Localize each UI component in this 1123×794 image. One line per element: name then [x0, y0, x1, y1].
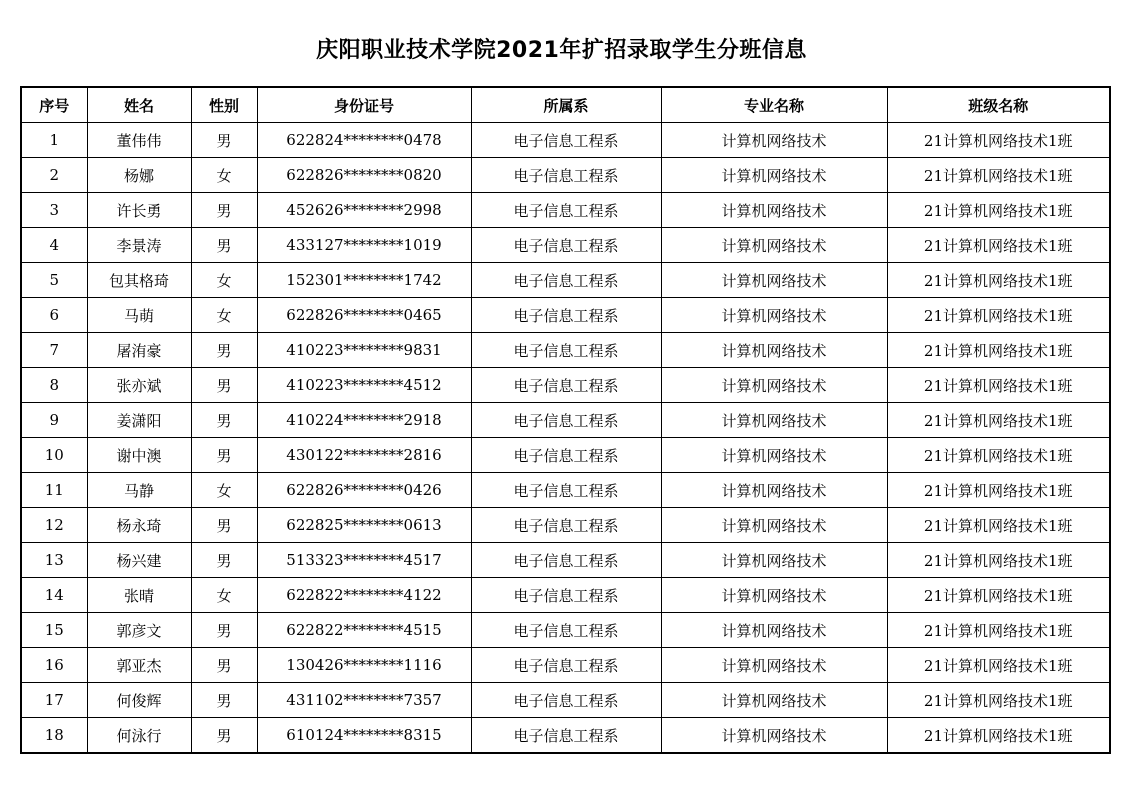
table-row	[21, 263, 1110, 298]
cell-index: 7	[21, 333, 87, 368]
cell-department: 电子信息工程系	[471, 123, 661, 158]
header-department: 所属系	[471, 87, 661, 123]
table-row	[21, 298, 1110, 333]
cell-department: 电子信息工程系	[471, 368, 661, 403]
cell-major: 计算机网络技术	[661, 333, 887, 368]
cell-major: 计算机网络技术	[661, 263, 887, 298]
cell-index: 13	[21, 543, 87, 578]
cell-class: 21计算机网络技术1班	[887, 403, 1110, 438]
cell-major: 计算机网络技术	[661, 403, 887, 438]
cell-gender: 女	[191, 298, 257, 333]
cell-department: 电子信息工程系	[471, 648, 661, 683]
cell-gender: 女	[191, 473, 257, 508]
cell-id-number: 622822********4122	[257, 578, 471, 613]
header-class: 班级名称	[887, 87, 1110, 123]
cell-department: 电子信息工程系	[471, 578, 661, 613]
table-row	[21, 193, 1110, 228]
cell-gender: 男	[191, 648, 257, 683]
cell-department: 电子信息工程系	[471, 158, 661, 193]
cell-id-number: 430122********2816	[257, 438, 471, 473]
table-row	[21, 123, 1110, 158]
table-body	[21, 123, 1110, 754]
header-id-number: 身份证号	[257, 87, 471, 123]
cell-id-number: 152301********1742	[257, 263, 471, 298]
cell-major: 计算机网络技术	[661, 508, 887, 543]
cell-index: 16	[21, 648, 87, 683]
cell-name: 杨永琦	[87, 508, 191, 543]
cell-class: 21计算机网络技术1班	[887, 508, 1110, 543]
table-row	[21, 368, 1110, 403]
cell-id-number: 410223********9831	[257, 333, 471, 368]
table-row	[21, 683, 1110, 718]
cell-department: 电子信息工程系	[471, 228, 661, 263]
table-row	[21, 718, 1110, 754]
cell-department: 电子信息工程系	[471, 263, 661, 298]
cell-id-number: 622824********0478	[257, 123, 471, 158]
cell-index: 17	[21, 683, 87, 718]
cell-major: 计算机网络技术	[661, 543, 887, 578]
cell-gender: 男	[191, 123, 257, 158]
cell-name: 杨娜	[87, 158, 191, 193]
student-class-table	[20, 86, 1111, 754]
cell-gender: 男	[191, 228, 257, 263]
cell-gender: 男	[191, 683, 257, 718]
table-row	[21, 613, 1110, 648]
cell-class: 21计算机网络技术1班	[887, 193, 1110, 228]
cell-gender: 女	[191, 263, 257, 298]
cell-class: 21计算机网络技术1班	[887, 438, 1110, 473]
cell-index: 11	[21, 473, 87, 508]
cell-major: 计算机网络技术	[661, 648, 887, 683]
cell-class: 21计算机网络技术1班	[887, 228, 1110, 263]
cell-major: 计算机网络技术	[661, 613, 887, 648]
cell-class: 21计算机网络技术1班	[887, 613, 1110, 648]
cell-class: 21计算机网络技术1班	[887, 298, 1110, 333]
cell-class: 21计算机网络技术1班	[887, 543, 1110, 578]
cell-name: 谢中澳	[87, 438, 191, 473]
cell-index: 14	[21, 578, 87, 613]
cell-department: 电子信息工程系	[471, 193, 661, 228]
cell-id-number: 622826********0820	[257, 158, 471, 193]
header-major: 专业名称	[661, 87, 887, 123]
table-row	[21, 648, 1110, 683]
table-row	[21, 333, 1110, 368]
cell-index: 12	[21, 508, 87, 543]
cell-department: 电子信息工程系	[471, 333, 661, 368]
cell-class: 21计算机网络技术1班	[887, 158, 1110, 193]
table-row	[21, 228, 1110, 263]
cell-id-number: 513323********4517	[257, 543, 471, 578]
cell-department: 电子信息工程系	[471, 613, 661, 648]
table-row	[21, 543, 1110, 578]
cell-gender: 女	[191, 578, 257, 613]
cell-id-number: 622825********0613	[257, 508, 471, 543]
cell-index: 4	[21, 228, 87, 263]
cell-name: 包其格琦	[87, 263, 191, 298]
cell-id-number: 622826********0426	[257, 473, 471, 508]
cell-gender: 男	[191, 368, 257, 403]
cell-class: 21计算机网络技术1班	[887, 683, 1110, 718]
cell-gender: 男	[191, 403, 257, 438]
cell-id-number: 622826********0465	[257, 298, 471, 333]
header-index: 序号	[21, 87, 87, 123]
cell-gender: 男	[191, 543, 257, 578]
cell-name: 何俊辉	[87, 683, 191, 718]
cell-class: 21计算机网络技术1班	[887, 333, 1110, 368]
cell-class: 21计算机网络技术1班	[887, 368, 1110, 403]
cell-name: 张晴	[87, 578, 191, 613]
header-name: 姓名	[87, 87, 191, 123]
cell-class: 21计算机网络技术1班	[887, 123, 1110, 158]
cell-index: 6	[21, 298, 87, 333]
cell-major: 计算机网络技术	[661, 228, 887, 263]
cell-class: 21计算机网络技术1班	[887, 578, 1110, 613]
cell-department: 电子信息工程系	[471, 508, 661, 543]
cell-class: 21计算机网络技术1班	[887, 473, 1110, 508]
cell-id-number: 433127********1019	[257, 228, 471, 263]
table-row	[21, 438, 1110, 473]
cell-index: 9	[21, 403, 87, 438]
table-row	[21, 403, 1110, 438]
cell-major: 计算机网络技术	[661, 123, 887, 158]
cell-index: 10	[21, 438, 87, 473]
cell-major: 计算机网络技术	[661, 718, 887, 754]
cell-index: 5	[21, 263, 87, 298]
cell-name: 马静	[87, 473, 191, 508]
cell-major: 计算机网络技术	[661, 368, 887, 403]
cell-gender: 男	[191, 718, 257, 754]
cell-name: 张亦斌	[87, 368, 191, 403]
cell-name: 杨兴建	[87, 543, 191, 578]
cell-name: 屠洧豪	[87, 333, 191, 368]
table-row	[21, 508, 1110, 543]
cell-gender: 男	[191, 193, 257, 228]
cell-major: 计算机网络技术	[661, 158, 887, 193]
cell-name: 董伟伟	[87, 123, 191, 158]
cell-index: 3	[21, 193, 87, 228]
cell-major: 计算机网络技术	[661, 473, 887, 508]
cell-index: 1	[21, 123, 87, 158]
cell-index: 2	[21, 158, 87, 193]
cell-name: 郭彦文	[87, 613, 191, 648]
cell-gender: 男	[191, 613, 257, 648]
table-row	[21, 158, 1110, 193]
cell-major: 计算机网络技术	[661, 578, 887, 613]
cell-class: 21计算机网络技术1班	[887, 263, 1110, 298]
cell-department: 电子信息工程系	[471, 543, 661, 578]
cell-index: 8	[21, 368, 87, 403]
table-row	[21, 473, 1110, 508]
cell-major: 计算机网络技术	[661, 298, 887, 333]
cell-major: 计算机网络技术	[661, 683, 887, 718]
page-title: 庆阳职业技术学院2021年扩招录取学生分班信息	[316, 38, 807, 63]
cell-gender: 女	[191, 158, 257, 193]
cell-gender: 男	[191, 508, 257, 543]
cell-name: 何泳行	[87, 718, 191, 754]
cell-gender: 男	[191, 438, 257, 473]
cell-name: 姜潇阳	[87, 403, 191, 438]
cell-index: 15	[21, 613, 87, 648]
cell-name: 许长勇	[87, 193, 191, 228]
cell-department: 电子信息工程系	[471, 718, 661, 754]
cell-class: 21计算机网络技术1班	[887, 718, 1110, 754]
cell-id-number: 610124********8315	[257, 718, 471, 754]
cell-id-number: 622822********4515	[257, 613, 471, 648]
cell-id-number: 130426********1116	[257, 648, 471, 683]
cell-major: 计算机网络技术	[661, 193, 887, 228]
cell-department: 电子信息工程系	[471, 403, 661, 438]
header-gender: 性别	[191, 87, 257, 123]
cell-department: 电子信息工程系	[471, 473, 661, 508]
cell-name: 李景涛	[87, 228, 191, 263]
cell-department: 电子信息工程系	[471, 683, 661, 718]
cell-id-number: 452626********2998	[257, 193, 471, 228]
cell-gender: 男	[191, 333, 257, 368]
cell-id-number: 431102********7357	[257, 683, 471, 718]
cell-class: 21计算机网络技术1班	[887, 648, 1110, 683]
table-header-row	[21, 87, 1110, 123]
cell-major: 计算机网络技术	[661, 438, 887, 473]
cell-department: 电子信息工程系	[471, 438, 661, 473]
cell-id-number: 410224********2918	[257, 403, 471, 438]
cell-department: 电子信息工程系	[471, 298, 661, 333]
table-row	[21, 578, 1110, 613]
cell-name: 马萌	[87, 298, 191, 333]
cell-id-number: 410223********4512	[257, 368, 471, 403]
cell-index: 18	[21, 718, 87, 754]
cell-name: 郭亚杰	[87, 648, 191, 683]
